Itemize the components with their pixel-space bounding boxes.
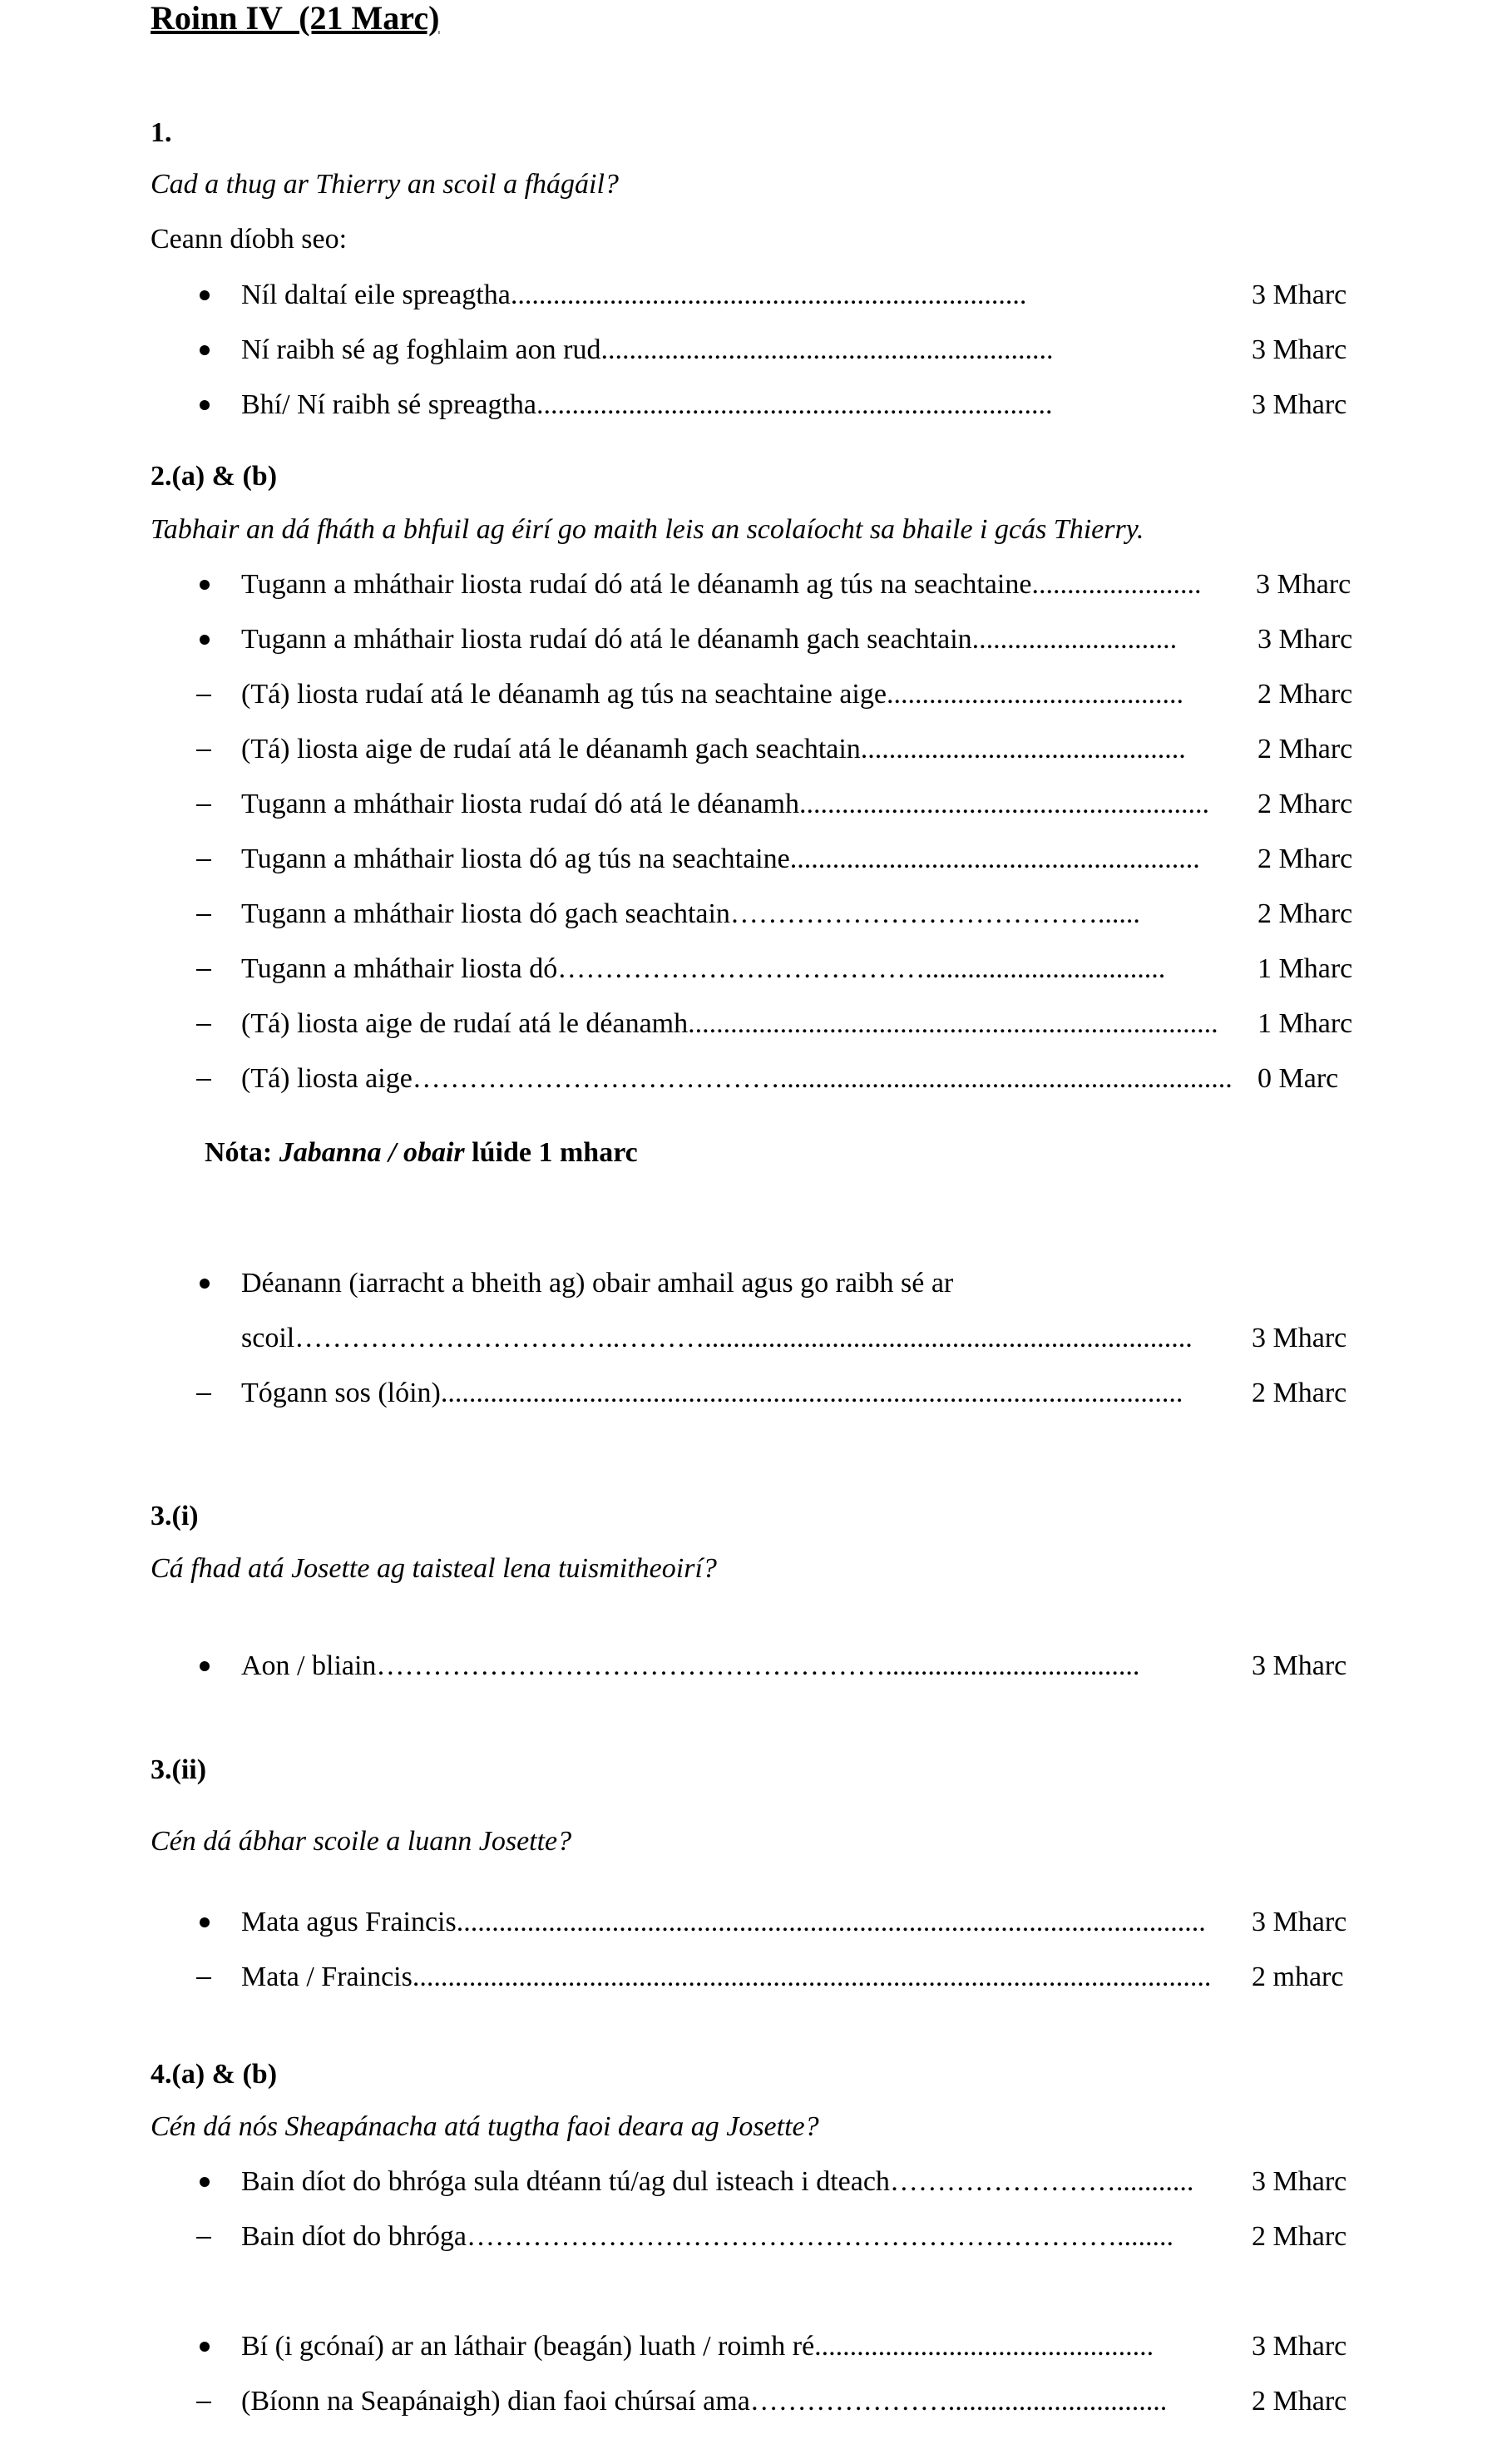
bullet-dot	[200, 2177, 210, 2187]
q2-answer-10-marks: 0 Marc	[1258, 1063, 1339, 1094]
q3i-number: 3.(i)	[151, 1501, 199, 1531]
q1-answer-1: Níl daltaí eile spreagtha.........................................................................	[241, 280, 1027, 310]
dash-marker	[196, 2402, 211, 2403]
q2-answer-7-marks: 2 Mharc	[1258, 898, 1353, 929]
q2-answer-3: (Tá) liosta rudaí atá le déanamh ag tús na seachtaine aige..........................................	[241, 679, 1183, 710]
q2-answer-7: Tugann a mháthair liosta dó gach seachtain…………………………………......	[241, 898, 1140, 929]
bullet-dot	[200, 2342, 210, 2352]
q1-answer-3-marks: 3 Mharc	[1252, 389, 1347, 420]
q4-answer-1: Bain díot do bhróga sula dtéann tú/ag dul isteach i dteach……………………...........	[241, 2166, 1194, 2197]
q4-answer-2-marks: 2 Mharc	[1252, 2221, 1347, 2252]
dash-marker	[196, 1024, 211, 1026]
q2-answer-4-marks: 2 Mharc	[1258, 734, 1353, 764]
q2-answer-5: Tugann a mháthair liosta rudaí dó atá le déanamh..........................................................	[241, 789, 1210, 819]
bullet-dot	[200, 290, 210, 300]
q2-answer-6: Tugann a mháthair liosta dó ag tús na seachtaine..........................................................	[241, 844, 1200, 874]
q3ii-number: 3.(ii)	[151, 1754, 207, 1785]
dash-marker	[196, 914, 211, 916]
q4-answer-2: Bain díot do bhróga……………………………………………………………........	[241, 2221, 1174, 2252]
q3ii-question: Cén dá ábhar scoile a luann Josette?	[151, 1826, 572, 1857]
bullet-dot	[200, 1661, 210, 1671]
q2-answer-1-marks: 3 Mharc	[1256, 569, 1351, 600]
note-rest: lúide 1 mharc	[472, 1137, 638, 1168]
q2-question: Tabhair an dá fháth a bhfuil ag éirí go maith leis an scolaíocht sa bhaile i gcás Thierry.	[151, 514, 1144, 545]
q3ii-answer-2-marks: 2 mharc	[1252, 1962, 1344, 1992]
dash-marker	[196, 859, 211, 861]
dash-marker	[196, 1393, 211, 1395]
q4-answer-4: (Bíonn na Seapánaigh) dian faoi chúrsaí ama…………………...............................	[241, 2386, 1168, 2417]
q1-answer-1-marks: 3 Mharc	[1252, 280, 1347, 310]
q4-answer-4-marks: 2 Mharc	[1252, 2386, 1347, 2417]
bullet-dot	[200, 1279, 210, 1289]
note-label: Nóta:	[205, 1137, 273, 1168]
q2-answer-2: Tugann a mháthair liosta rudaí dó atá le déanamh gach seachtain.............................	[241, 624, 1178, 655]
q2-answer-10: (Tá) liosta aige…………………………………................................................................	[241, 1063, 1233, 1094]
q2-answer-2-marks: 3 Mharc	[1258, 624, 1353, 655]
note-italic: Jabanna / obair	[279, 1137, 465, 1168]
dash-marker	[196, 1079, 211, 1081]
q3ii-answer-1: Mata agus Fraincis..........................................................................................................	[241, 1907, 1206, 1937]
dash-marker	[196, 2237, 211, 2239]
q1-answer-2: Ní raibh sé ag foghlaim aon rud................................................................	[241, 334, 1054, 365]
q2-answer-1: Tugann a mháthair liosta rudaí dó atá le déanamh ag tús na seachtaine........................	[241, 569, 1202, 600]
q2-answer-5-marks: 2 Mharc	[1258, 789, 1353, 819]
q2-answer-8-marks: 1 Mharc	[1258, 953, 1353, 984]
bullet-dot	[200, 635, 210, 645]
q1-answer-2-marks: 3 Mharc	[1252, 334, 1347, 365]
q2-extra-answer-1: Déanann (iarracht a bheith ag) obair amhail agus go raibh sé ar	[241, 1268, 954, 1299]
q4-answer-3: Bí (i gcónaí) ar an láthair (beagán) luath / roimh ré................................................	[241, 2331, 1154, 2362]
q2-extra-answer-2-marks: 2 Mharc	[1252, 1378, 1347, 1408]
q1-question: Cad a thug ar Thierry an scoil a fhágáil?	[151, 169, 619, 200]
q2-extra-answer-2: Tógann sos (lóin).........................................................................................................	[241, 1378, 1183, 1408]
q2-extra-answer-1-marks: 3 Mharc	[1252, 1323, 1347, 1353]
q3ii-answer-1-marks: 3 Mharc	[1252, 1907, 1347, 1937]
bullet-dot	[200, 400, 210, 410]
dash-marker	[196, 1977, 211, 1979]
q2-extra-answer-1-cont: scoil……………………………..……….....................................................................	[241, 1323, 1193, 1353]
q2-answer-9: (Tá) liosta aige de rudaí atá le déanamh...........................................................................	[241, 1008, 1218, 1039]
q2-answer-6-marks: 2 Mharc	[1258, 844, 1353, 874]
q4-number: 4.(a) & (b)	[151, 2059, 278, 2090]
q1-number: 1.	[151, 117, 172, 148]
bullet-dot	[200, 345, 210, 355]
bullet-dot	[200, 1917, 210, 1927]
dash-marker	[196, 695, 211, 696]
q1-answer-3: Bhí/ Ní raibh sé spreagtha.........................................................................	[241, 389, 1053, 420]
q3i-answer-1: Aon / bliain………………………………………………....................................	[241, 1650, 1140, 1681]
q3i-answer-1-marks: 3 Mharc	[1252, 1650, 1347, 1681]
q4-question: Cén dá nós Sheapánacha atá tugtha faoi deara ag Josette?	[151, 2111, 819, 2142]
dash-marker	[196, 804, 211, 806]
q4-answer-3-marks: 3 Mharc	[1252, 2331, 1347, 2362]
q2-note	[205, 1136, 638, 1170]
q2-answer-9-marks: 1 Mharc	[1258, 1008, 1353, 1039]
bullet-dot	[200, 580, 210, 590]
q1-intro: Ceann díobh seo:	[151, 224, 348, 255]
q4-answer-1-marks: 3 Mharc	[1252, 2166, 1347, 2197]
q3i-question: Cá fhad atá Josette ag taisteal lena tuismitheoirí?	[151, 1553, 717, 1584]
dash-marker	[196, 969, 211, 971]
q2-answer-4: (Tá) liosta aige de rudaí atá le déanamh gach seachtain..............................................	[241, 734, 1186, 764]
q2-answer-8: Tugann a mháthair liosta dó…………………………………..................................	[241, 953, 1166, 984]
q2-number: 2.(a) & (b)	[151, 461, 278, 492]
q2-answer-3-marks: 2 Mharc	[1258, 679, 1353, 710]
q3ii-answer-2: Mata / Fraincis.................................................................................................................	[241, 1962, 1212, 1992]
dash-marker	[196, 750, 211, 751]
section-title: Roinn IV (21 Marc)	[151, 0, 440, 37]
